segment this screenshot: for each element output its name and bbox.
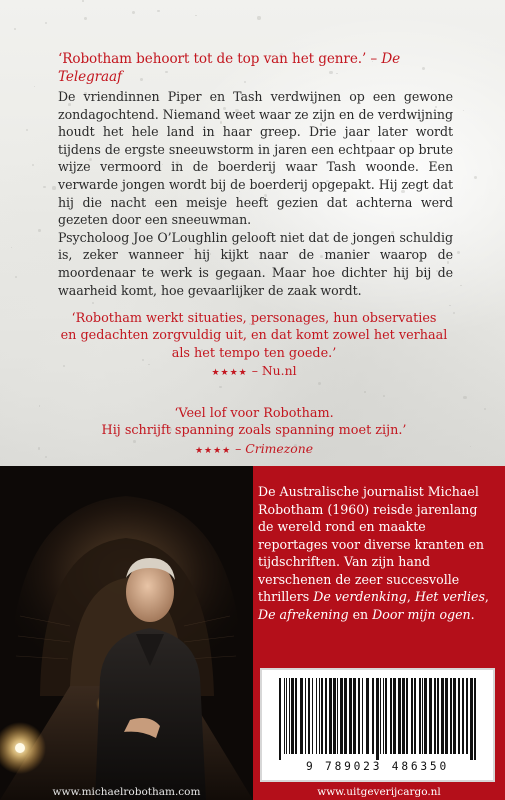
barcode-bar [414,678,416,754]
barcode-bar [349,678,352,754]
barcode-bar [333,678,336,754]
snow-speck [15,276,17,278]
snow-speck [38,447,40,449]
review-line: als het tempo ten goede.’ [171,345,337,361]
snow-speck [364,391,365,392]
review-source: Crimezone [245,440,314,456]
author-website[interactable]: www.michaelrobotham.com [52,786,201,798]
barcode-bar [474,678,476,760]
barcode-bar [453,678,456,754]
snow-speck [484,408,486,410]
barcode-bar [295,678,297,754]
barcode-bar [437,678,439,754]
bio-end: . [470,606,475,622]
snow-speck [26,129,28,131]
snow-speck [38,229,41,232]
barcode-bar [344,678,347,754]
star-rating-icon: ★★★★ [211,367,248,378]
snow-speck [460,285,461,286]
top-press-quote [58,50,458,86]
bio-separator: , [406,589,415,604]
bio-separator: en [348,606,373,622]
snow-speck [449,305,450,306]
star-rating-icon: ★★★★ [194,445,232,456]
review-line: ‘Veel lof voor Robotham. [174,406,334,421]
top-quote-source: De Telegraaf [58,51,401,85]
snow-speck [195,15,197,17]
barcode-bar [319,678,320,754]
snow-speck [82,0,83,1]
barcode-bar [329,678,332,754]
barcode-bar [286,678,287,754]
barcode-bar [393,678,396,754]
snow-speck [34,86,35,87]
barcode-bar [385,678,387,754]
review-rating: ★★★★ – Crimezone [194,440,314,456]
barcode-bar [429,678,432,754]
snow-speck [474,176,477,179]
barcode-bars [275,678,480,760]
barcode-bar [340,678,343,754]
book-blurb [58,88,453,299]
tunnel-illustration [0,466,253,800]
barcode-bar [445,678,448,754]
barcode-bar [321,678,323,754]
barcode-bar [284,678,285,754]
barcode-bar [458,678,460,754]
top-quote-text: ‘Robotham behoort tot de top van het genre.’ – [58,51,382,67]
review-nu-nl [58,310,450,382]
snow-speck [463,396,466,399]
review-crimezone [58,405,450,460]
barcode-bar [462,678,464,754]
barcode-bar [441,678,444,754]
book-title: Het verlies [414,589,485,604]
review-line: ‘Robotham werkt situaties, personages, hun observaties [71,311,437,326]
review-source: – Nu.nl [247,362,297,378]
isbn-number: 9 789023 486350 [305,760,450,773]
barcode-bar [305,678,306,754]
barcode-bar [300,678,303,754]
bio-text: De Australische journalist Michael Robotham (1960) reisde jarenlang de wereld rond en maakte reportages voor diverse kranten en tijdschriften. Van zijn hand verschenen de zeer succesvolle thrillers [258,484,485,604]
blurb-paragraph-2: Psycholoog Joe O’Loughlin gelooft niet dat de jongen schuldig is, zeker wanneer hij kijkt naar de manier waarop de moordenaar te werk is gegaan. Maar hoe dichter hij bij de waarheid komt, hoe gevaarlijker de zaak wordt. [58,229,453,298]
author-bio [258,483,493,623]
barcode-bar [411,678,413,754]
snow-speck [157,10,159,12]
barcode-bar [337,678,338,754]
book-title: Door mijn ogen [372,606,471,622]
snow-speck [32,164,34,166]
snow-speck [470,446,471,447]
snow-speck [219,386,221,388]
barcode-bar [380,678,381,754]
barcode-bar [422,678,423,754]
barcode-bar [353,678,356,754]
barcode-bar [308,678,310,754]
review-line: Hij schrijft spanning zoals spanning moet zijn.’ [101,423,407,439]
barcode-bar [383,678,384,754]
barcode-bar [376,678,379,760]
snow-speck [11,247,12,248]
barcode-bar [325,678,327,754]
barcode-bar [358,678,360,754]
barcode-bar [362,678,363,754]
barcode-bar [279,678,281,760]
author-photo [0,466,253,800]
snow-speck [92,302,94,304]
barcode-bar [470,678,473,760]
barcode-bar [466,678,468,754]
barcode-bar [312,678,313,754]
review-rating [58,362,450,382]
barcode-bar [366,678,369,754]
snow-speck [45,22,47,24]
barcode-bar [316,678,317,754]
barcode [260,668,495,782]
snow-speck [43,186,46,189]
snow-speck [14,28,16,30]
snow-speck [463,110,464,111]
barcode-bar [434,678,436,754]
barcode-bar [398,678,401,754]
review-line: en gedachten zorgvuldig uit, en dat komt zowel het verhaal [60,328,448,344]
barcode-bar [402,678,405,754]
book-title: De afrekening [258,606,349,622]
blurb-paragraph-1: De vriendinnen Piper en Tash verdwijnen op een gewone zondagochtend. Niemand weet waar ze zijn en de verdwijning houdt het hele land in haar greep. Drie jaar later wordt tijdens de ergste sneeuwstorm in jaren een echtpaar op brute wijze vermoord in de boerderij waar Tash woonde. Een verwarde jongen wordt bij de boerderij opgepakt. Hij zegt dat hij die nacht een meisje heeft gezien dat achterna werd gezeten door een sneeuwman. [58,89,453,228]
barcode-bar [291,678,294,754]
snow-speck [453,312,455,314]
snow-speck [383,395,385,397]
barcode-bar [390,678,392,754]
bio-separator: , [484,589,489,604]
barcode-bar [372,678,374,754]
barcode-bar [406,678,408,754]
barcode-bar [289,678,290,754]
publisher-website[interactable]: www.uitgeverijcargo.nl [317,786,441,798]
snow-speck [52,186,55,189]
barcode-bar [424,678,427,754]
book-title: De verdenking [313,589,407,604]
barcode-bar [450,678,452,754]
snow-speck [257,16,260,19]
snow-speck [45,456,47,458]
barcode-bar [419,678,421,754]
snow-speck [84,17,87,20]
snow-speck [39,405,41,407]
snow-speck [132,11,135,14]
snow-speck [457,251,460,254]
